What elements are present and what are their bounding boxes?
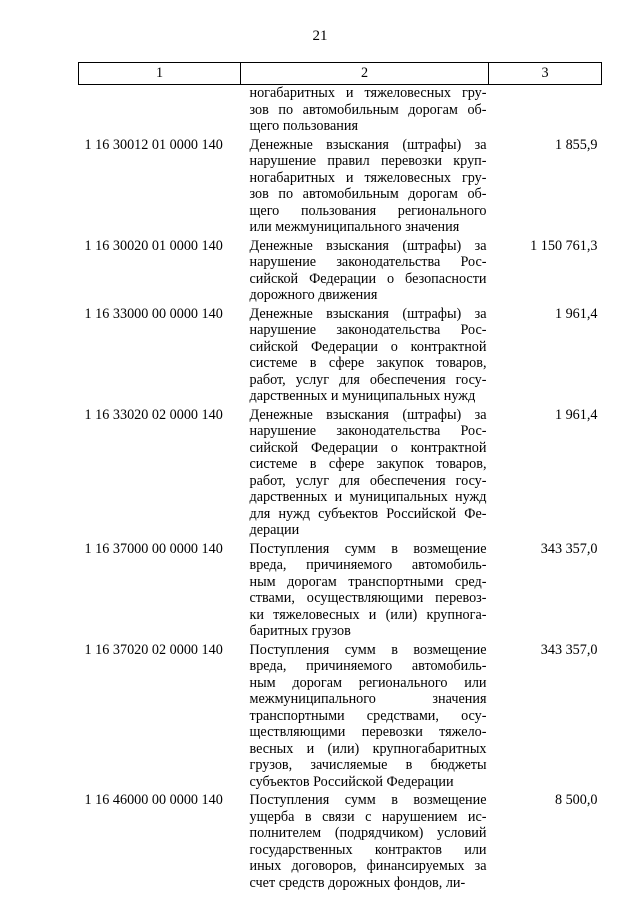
- table-row: [79, 238, 602, 306]
- description-line: Поступления сумм в возмещение: [249, 792, 487, 808]
- description-line: межмуниципального значения: [249, 691, 487, 707]
- description-line: системе в сфере закупок товаров,: [249, 355, 487, 371]
- description-line: весных и (или) крупногабаритных: [249, 740, 487, 757]
- description-line: баритных грузов: [249, 623, 351, 639]
- description-line: сийской Федерации о контрактной: [249, 338, 487, 355]
- budget-classification-code: [79, 85, 241, 137]
- amount-value: 343 357,0: [540, 641, 598, 658]
- description-line: иных договоров, финансируемых за: [249, 858, 487, 874]
- description-line: грузов, зачисляемые в бюджеты: [249, 757, 487, 773]
- description-line: транспортными средствами, осу-: [249, 707, 487, 724]
- description-line: ногабаритных и тяжеловесных гру-: [249, 85, 487, 101]
- description-line: для нужд субъектов Российской Фе-: [249, 505, 487, 522]
- budget-classification-code: 1 16 30012 01 0000 140: [84, 136, 223, 153]
- description-line: ствами, осуществляющими перевоз-: [249, 590, 487, 606]
- description-line: Поступления сумм в возмещение: [249, 641, 487, 658]
- column-header-amount: 3: [489, 63, 602, 85]
- column-header-name: 2: [241, 63, 489, 85]
- description-line: полнителем (подрядчиком) условий: [249, 825, 487, 841]
- description-line: нарушение правил перевозки круп-: [249, 153, 487, 169]
- budget-revenue-table: [78, 62, 602, 893]
- amount-value: 1 961,4: [554, 305, 598, 322]
- table-row: [79, 541, 602, 642]
- description-line: ки тяжеловесных и (или) крупнога-: [249, 606, 487, 623]
- table-row: [79, 792, 602, 893]
- table-row: [79, 407, 602, 541]
- description-line: ществляющими перевозки тяжело-: [249, 724, 487, 740]
- table-row: [79, 137, 602, 238]
- amount-value: [489, 85, 602, 137]
- description-line: вреда, причиняемого автомобиль-: [249, 557, 487, 573]
- description-line: нарушение законодательства Рос-: [249, 423, 487, 439]
- description-line: государственных контрактов или: [249, 841, 487, 858]
- amount-value: 1 961,4: [554, 406, 598, 423]
- description-line: сийской Федерации о безопасности: [249, 270, 487, 287]
- description-line: сийской Федерации о контрактной: [249, 439, 487, 456]
- revenue-description: [241, 306, 489, 407]
- table-row: [79, 642, 602, 793]
- description-line: Денежные взыскания (штрафы) за: [249, 305, 487, 322]
- budget-classification-code: 1 16 37020 02 0000 140: [84, 641, 223, 658]
- description-line: дарственных и муниципальных нужд: [249, 489, 487, 505]
- description-line: зов по автомобильным дорогам об-: [249, 101, 487, 118]
- description-line: щего пользования: [249, 118, 359, 134]
- description-line: ущерба в связи с нарушением ис-: [249, 808, 487, 825]
- description-line: или межмуниципального значения: [249, 219, 460, 235]
- description-line: счет средств дорожных фондов, ли-: [249, 874, 466, 891]
- description-line: ным дорогам регионального или: [249, 674, 487, 691]
- description-line: Денежные взыскания (штрафы) за: [249, 237, 487, 254]
- description-line: дарственных и муниципальных нужд: [249, 388, 476, 404]
- column-header-code: 1: [79, 63, 241, 85]
- revenue-description: [241, 642, 489, 793]
- amount-value: 8 500,0: [554, 792, 598, 808]
- description-line: работ, услуг для обеспечения госу-: [249, 472, 487, 489]
- budget-classification-code: 1 16 37000 00 0000 140: [84, 540, 223, 557]
- description-line: зов по автомобильным дорогам об-: [249, 186, 487, 202]
- table-row: [79, 306, 602, 407]
- description-line: Денежные взыскания (штрафы) за: [249, 136, 487, 153]
- budget-classification-code: 1 16 30020 01 0000 140: [84, 237, 223, 254]
- amount-value: 1 150 761,3: [530, 237, 598, 254]
- description-line: ным дорогам транспортными сред-: [249, 573, 487, 590]
- description-line: нарушение законодательства Рос-: [249, 322, 487, 338]
- description-line: Поступления сумм в возмещение: [249, 540, 487, 557]
- table-row: [79, 85, 602, 137]
- revenue-description: [241, 137, 489, 238]
- revenue-description: [241, 407, 489, 541]
- revenue-description: [241, 792, 489, 893]
- table-body: [79, 85, 602, 894]
- description-line: Денежные взыскания (штрафы) за: [249, 406, 487, 423]
- amount-value: 1 855,9: [554, 136, 598, 153]
- description-line: ногабаритных и тяжеловесных гру-: [249, 169, 487, 186]
- budget-classification-code: 1 16 46000 00 0000 140: [84, 792, 223, 808]
- amount-value: 343 357,0: [540, 540, 598, 557]
- page-number: 21: [312, 28, 328, 44]
- revenue-description: [241, 238, 489, 306]
- description-line: системе в сфере закупок товаров,: [249, 456, 487, 472]
- description-line: субъектов Российской Федерации: [249, 773, 454, 790]
- budget-classification-code: 1 16 33020 02 0000 140: [84, 406, 223, 423]
- revenue-description: [241, 85, 489, 137]
- description-line: щего пользования регионального: [249, 202, 487, 219]
- description-line: дорожного движения: [249, 287, 378, 303]
- description-line: дерации: [249, 522, 300, 538]
- budget-classification-code: 1 16 33000 00 0000 140: [84, 305, 223, 322]
- table-header-row: [79, 63, 602, 85]
- revenue-description: [241, 541, 489, 642]
- description-line: работ, услуг для обеспечения госу-: [249, 371, 487, 388]
- description-line: вреда, причиняемого автомобиль-: [249, 658, 487, 674]
- description-line: нарушение законодательства Рос-: [249, 254, 487, 270]
